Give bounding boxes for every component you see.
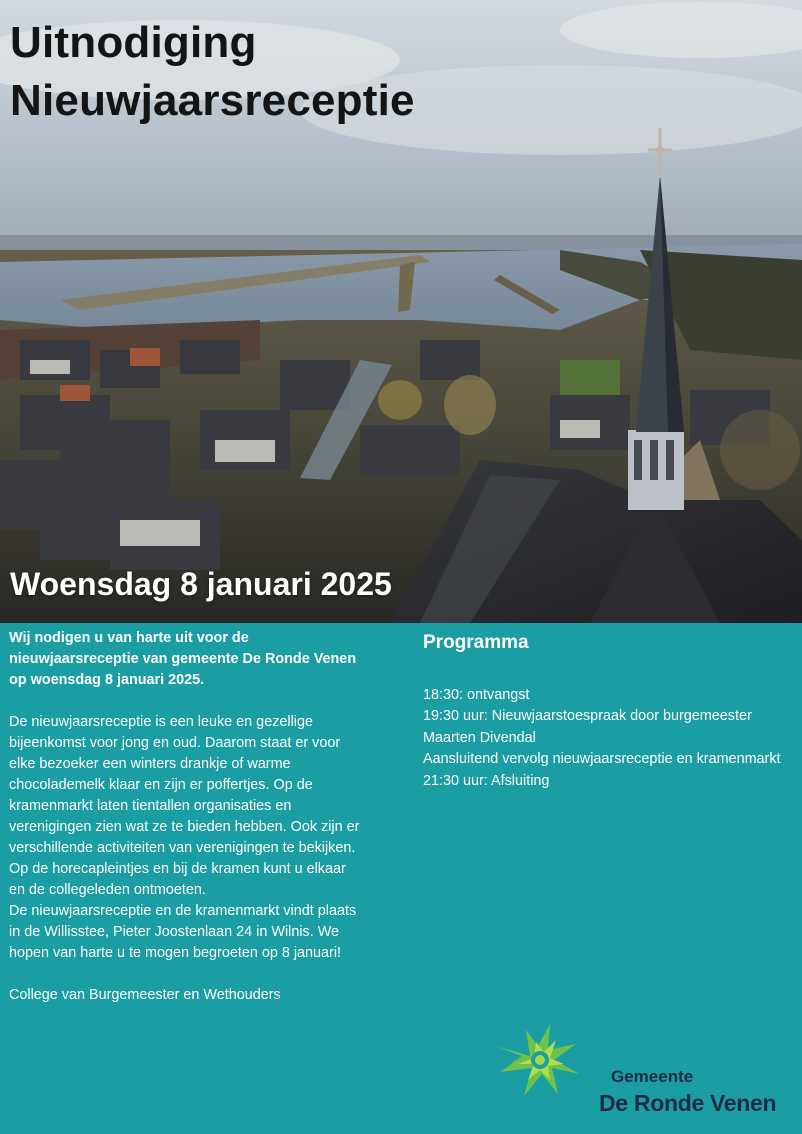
programma-heading: Programma — [423, 632, 529, 653]
programma-list — [423, 685, 793, 792]
signature: College van Burgemeester en Wethouders — [9, 987, 281, 1003]
logo-line-2: De Ronde Venen — [599, 1090, 777, 1116]
event-date: Woensdag 8 januari 2025 — [10, 566, 392, 602]
title-line-1: Uitnodiging — [10, 18, 257, 67]
invitation-text — [9, 628, 364, 1027]
programma-item: 21:30 uur: Afsluiting — [423, 772, 550, 789]
body-paragraph: De nieuwjaarsreceptie is een leuke en gezellige bijeenkomst voor jong en oud. Daarom staat er voor elke bezoeker een winters drankje of warme chocolademelk klaar en zijn er poffertjes. Op de kramenmarkt laten tientallen organisaties en verenigingen zien wat ze te bieden hebben. Ook zijn er verschillende activiteiten van verenigingen te bekijken. Op de horecapleintjes en bij de kramen kunt u elkaar en de collegeleden ontmoeten. — [9, 714, 360, 898]
location-paragraph: De nieuwjaarsreceptie en de kramenmarkt vindt plaats in de Willisstee, Pieter Joostenlaan 24 in Wilnis. We hopen van harte u te mogen begroeten op 8 januari! — [9, 903, 357, 961]
programma-item: 18:30: ontvangst — [423, 687, 530, 703]
title-line-2: Nieuwjaarsreceptie — [10, 76, 415, 125]
programma-item: Aansluitend vervolg nieuwjaarsreceptie en kramenmarkt — [423, 751, 781, 768]
star-logo-icon — [488, 1024, 598, 1099]
gemeente-logo — [488, 1024, 798, 1124]
logo-line-1: Gemeente — [611, 1067, 694, 1086]
programma-item: 19:30 uur: Nieuwjaarstoespraak door burgemeester Maarten Divendal — [423, 708, 752, 746]
programma-section — [423, 628, 793, 792]
intro-paragraph: Wij nodigen u van harte uit voor de nieuwjaarsreceptie van gemeente De Ronde Venen op woensdag 8 januari 2025. — [9, 630, 357, 688]
page-title — [10, 14, 415, 130]
